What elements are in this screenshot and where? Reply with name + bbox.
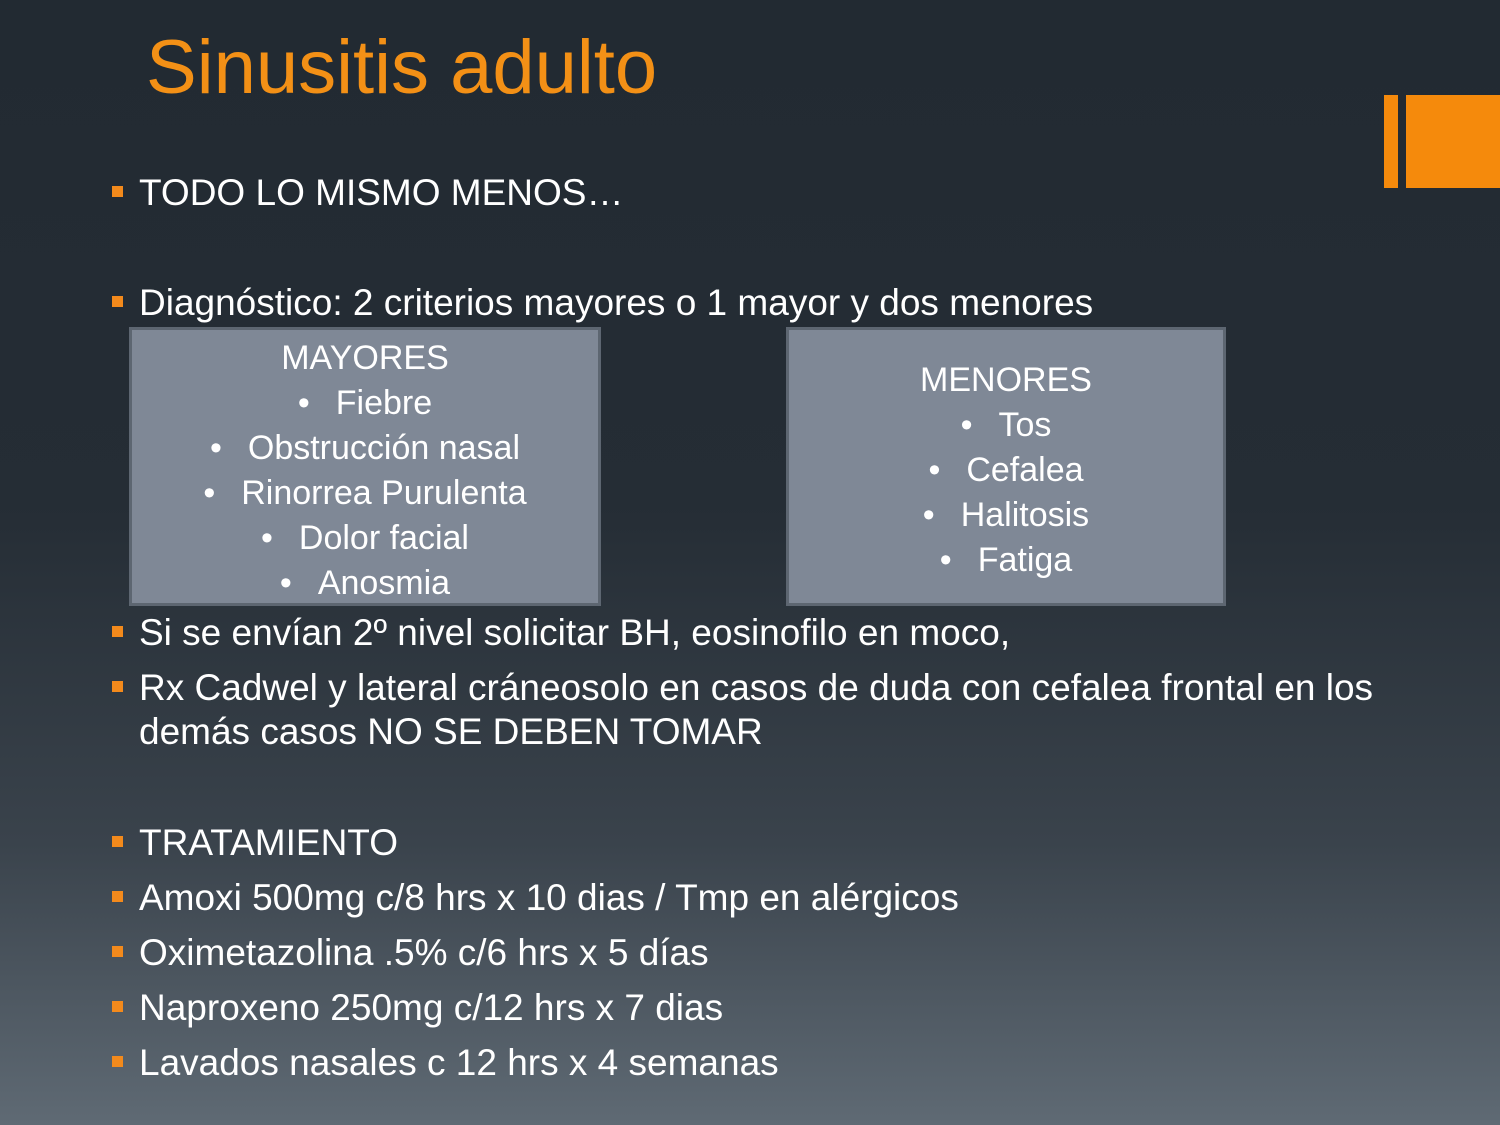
bullet-text: TRATAMIENTO — [139, 822, 398, 863]
menores-item: • Halitosis — [789, 493, 1223, 538]
mayores-item: • Anosmia — [132, 561, 598, 606]
bullet-dot-icon: • — [203, 474, 216, 512]
bullet-text: Naproxeno 250mg c/12 hrs x 7 dias — [139, 987, 724, 1028]
mayores-item: • Dolor facial — [132, 516, 598, 561]
menores-item: • Cefalea — [789, 448, 1223, 493]
bullet-square-icon — [112, 681, 123, 692]
accent-bar-thin — [1384, 95, 1398, 188]
menores-box — [786, 327, 1226, 606]
bullet-text: Si se envían 2º nivel solicitar BH, eosinofilo en moco, — [139, 612, 1011, 653]
bullet-text: Diagnóstico: 2 criterios mayores o 1 mayor y dos menores — [139, 282, 1094, 323]
bullet-square-icon — [112, 186, 123, 197]
mayores-item: • Fiebre — [132, 381, 598, 426]
bullet-square-icon — [112, 296, 123, 307]
slide-title: Sinusitis adulto — [146, 25, 658, 110]
bullet-dot-icon: • — [960, 406, 973, 444]
bullet-square-icon — [112, 1001, 123, 1012]
menores-item: • Fatiga — [789, 538, 1223, 583]
bullet-text: TODO LO MISMO MENOS… — [139, 172, 624, 213]
bullet-square-icon — [112, 626, 123, 637]
bullet-dot-icon: • — [297, 384, 310, 422]
accent-bar-thick — [1406, 95, 1500, 188]
bullet-dot-icon: • — [922, 496, 935, 534]
bullet-square-icon — [112, 836, 123, 847]
bullet-text: Rx Cadwel y lateral cráneosolo en casos de duda con cefalea frontal en los demás casos NO SE DEBEN TOMAR — [139, 667, 1374, 753]
bullet-text: Amoxi 500mg c/8 hrs x 10 dias / Tmp en alérgicos — [139, 877, 959, 918]
bullet-dot-icon: • — [279, 564, 292, 602]
menores-item: • Tos — [789, 403, 1223, 448]
mayores-item: • Rinorrea Purulenta — [132, 471, 598, 516]
mayores-item: • Obstrucción nasal — [132, 426, 598, 471]
bullet-dot-icon: • — [928, 451, 941, 489]
bullet-dot-icon: • — [939, 541, 952, 579]
bullet-dot-icon: • — [209, 429, 222, 467]
mayores-box — [129, 327, 601, 606]
bullet-dot-icon: • — [261, 519, 273, 557]
bullet-text: Lavados nasales c 12 hrs x 4 semanas — [139, 1042, 779, 1083]
mayores-header: MAYORES — [281, 339, 449, 377]
menores-header: MENORES — [920, 361, 1092, 399]
bullet-square-icon — [112, 946, 123, 957]
bullet-square-icon — [112, 891, 123, 902]
bullet-text: Oximetazolina .5% c/6 hrs x 5 días — [139, 932, 709, 973]
bullet-square-icon — [112, 1056, 123, 1067]
